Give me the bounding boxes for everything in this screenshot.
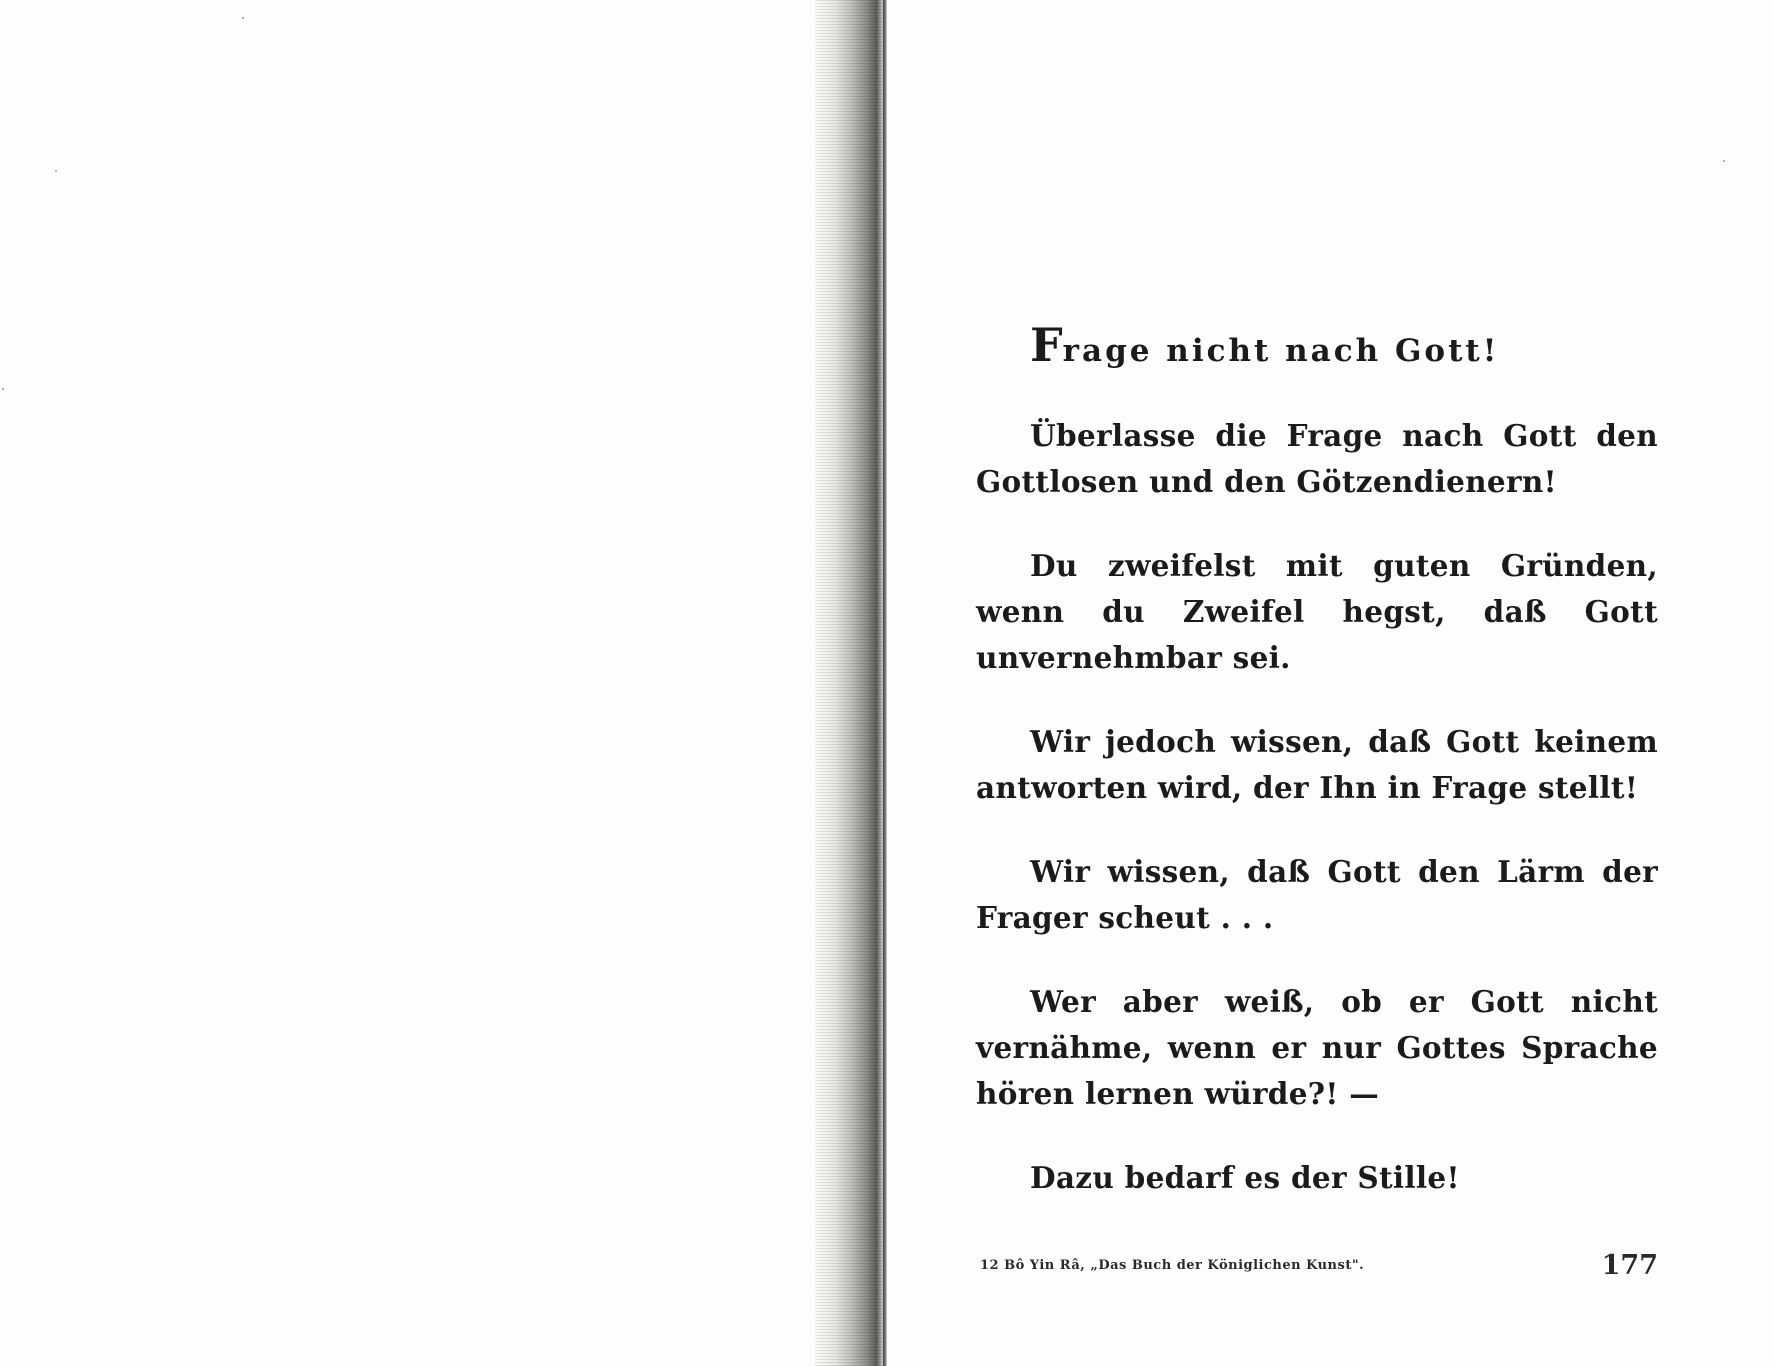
right-page bbox=[888, 0, 1774, 1366]
paragraph-3: Wir jedoch wissen, daß Gott keinem antworten wird, der Ihn in Frage stellt! bbox=[976, 724, 1658, 806]
paragraph-5: Wer aber weiß, ob er Gott nicht vernähme, wenn er nur Gottes Sprache hören lernen würde?! — bbox=[976, 984, 1658, 1112]
paragraph-4: Wir wissen, daß Gott den Lärm der Frager scheut . . . bbox=[976, 854, 1658, 936]
paper-speck bbox=[1723, 160, 1725, 162]
book-spine-edge bbox=[883, 0, 887, 1366]
paragraph-2: Du zweifelst mit guten Gründen, wenn du Zweifel hegst, daß Gott unvernehmbar sei. bbox=[976, 548, 1658, 676]
paragraph-6: Dazu bedarf es der Stille! bbox=[1030, 1160, 1460, 1196]
paper-speck bbox=[242, 17, 244, 19]
page-text-block bbox=[976, 318, 1658, 1239]
title-rest: rage nicht nach Gott! bbox=[1062, 333, 1500, 369]
footer-signature: 12 Bô Yin Râ, „Das Buch der Königlichen Kunst". bbox=[980, 1258, 1365, 1273]
section-title bbox=[1030, 318, 1658, 373]
left-page-blank bbox=[0, 0, 830, 1366]
paper-speck bbox=[55, 170, 57, 172]
book-gutter-shadow bbox=[815, 0, 885, 1366]
title-initial: F bbox=[1030, 318, 1063, 372]
paragraph-1: Überlasse die Frage nach Gott den Gottlosen und den Götzendienern! bbox=[976, 418, 1658, 500]
page-number: 177 bbox=[1601, 1250, 1658, 1281]
paper-speck bbox=[2, 388, 4, 390]
